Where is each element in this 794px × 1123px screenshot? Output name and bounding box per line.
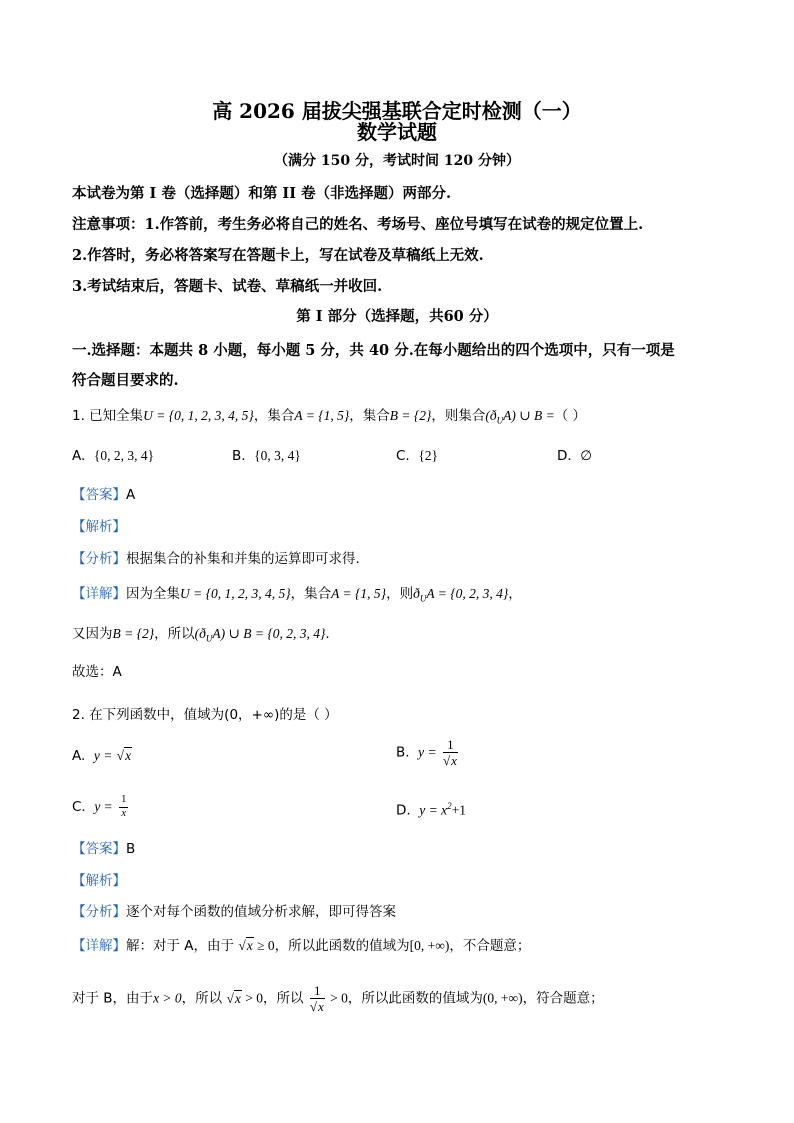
q1-fenxi: 【分析】根据集合的补集和并集的运算即可求得. — [72, 551, 360, 567]
intro-note-3: 3.考试结束后，答题卡、试卷、草稿纸一并收回. — [72, 278, 383, 295]
q1-option-b: B. {0, 3, 4} — [232, 448, 301, 464]
q1-set-a: A = {1, 5} — [294, 408, 350, 423]
score-time: （满分 150 分，考试时间 120 分钟） — [274, 153, 520, 169]
q1-mid-1: ，集合 — [253, 408, 295, 424]
q1-detail-2: 又因为B = {2}，所以$(ð_UA)$ ∪ B = {0, 2, 3, 4}. — [72, 626, 330, 644]
q1-expression: $(ð_UA)$ ∪ B = — [485, 408, 555, 426]
q1-conclusion: 故选：A — [72, 664, 122, 680]
exam-title: 高 2026 届拔尖强基联合定时检测（一） — [212, 99, 582, 123]
q2-option-a: A. y = √x — [72, 748, 132, 764]
q1-option-c: C. {2} — [396, 448, 439, 464]
q2-option-c: C. y = $\frac{1}{x}$ — [72, 794, 127, 819]
q1-prefix: 1. 已知全集 — [72, 408, 144, 424]
q2-stem: 2. 在下列函数中，值域为(0，+∞)的是（ ） — [72, 707, 338, 723]
q2-detail-1: 【详解】解：对于 A，由于 √x ≥ 0，所以此函数的值域为[0, +∞)，不合题意； — [72, 938, 531, 954]
q2-fenxi: 【分析】逐个对每个函数的值域分析求解，即可得答案 — [72, 904, 396, 920]
q1-stem — [72, 404, 586, 426]
q2-analysis-tag: 【解析】 — [72, 873, 126, 889]
q2-option-d: D. $y = x^2+1$ — [396, 801, 466, 819]
q1-option-a: A. {0, 2, 3, 4} — [72, 448, 155, 464]
intro-note-2: 2.作答时，务必将答案写在答题卡上，写在试卷及草稿纸上无效. — [72, 247, 484, 264]
q1-analysis-tag: 【解析】 — [72, 519, 126, 535]
q1-option-d: D. ∅ — [557, 448, 593, 464]
q1-mid-3: ，则集合 — [431, 408, 486, 424]
q1-set-b: B = {2} — [389, 408, 432, 423]
q1-universal-set: U = {0, 1, 2, 3, 4, 5} — [143, 408, 254, 423]
q1-answer-blank: （ ） — [554, 408, 587, 424]
q1-answer: 【答案】A — [72, 487, 136, 503]
intro-structure: 本试卷为第 I 卷（选择题）和第 II 卷（非选择题）两部分. — [72, 185, 452, 202]
section-instruction-1: 一.选择题：本题共 8 小题，每小题 5 分，共 40 分.在每小题给出的四个选项中，只有一项是 — [72, 342, 675, 359]
q2-option-b: B. y = $\frac{1}{√x}$ — [396, 737, 457, 768]
q2-detail-2: 对于 B，由于x > 0，所以 √x > 0，所以 $\frac{1}{√x}$ > 0，所以此函数的值域为(0, +∞)，符合题意； — [72, 983, 604, 1014]
section-heading: 第 I 部分（选择题，共60 分） — [296, 308, 498, 325]
q1-detail-1: 【详解】因为全集U = {0, 1, 2, 3, 4, 5}，集合A = {1, 5}，则$ð_UA = \{0$, 2, 3, 4}， — [72, 586, 522, 604]
answer-tag: 【答案】 — [72, 487, 126, 503]
subject-title: 数学试题 — [357, 120, 437, 144]
q2-answer: 【答案】B — [72, 841, 136, 857]
q1-mid-2: ，集合 — [349, 408, 390, 424]
section-instruction-2: 符合题目要求的. — [72, 372, 179, 389]
intro-note-1: 注意事项：1.作答前，考生务必将自己的姓名、考场号、座位号填写在试卷的规定位置上. — [72, 216, 644, 233]
